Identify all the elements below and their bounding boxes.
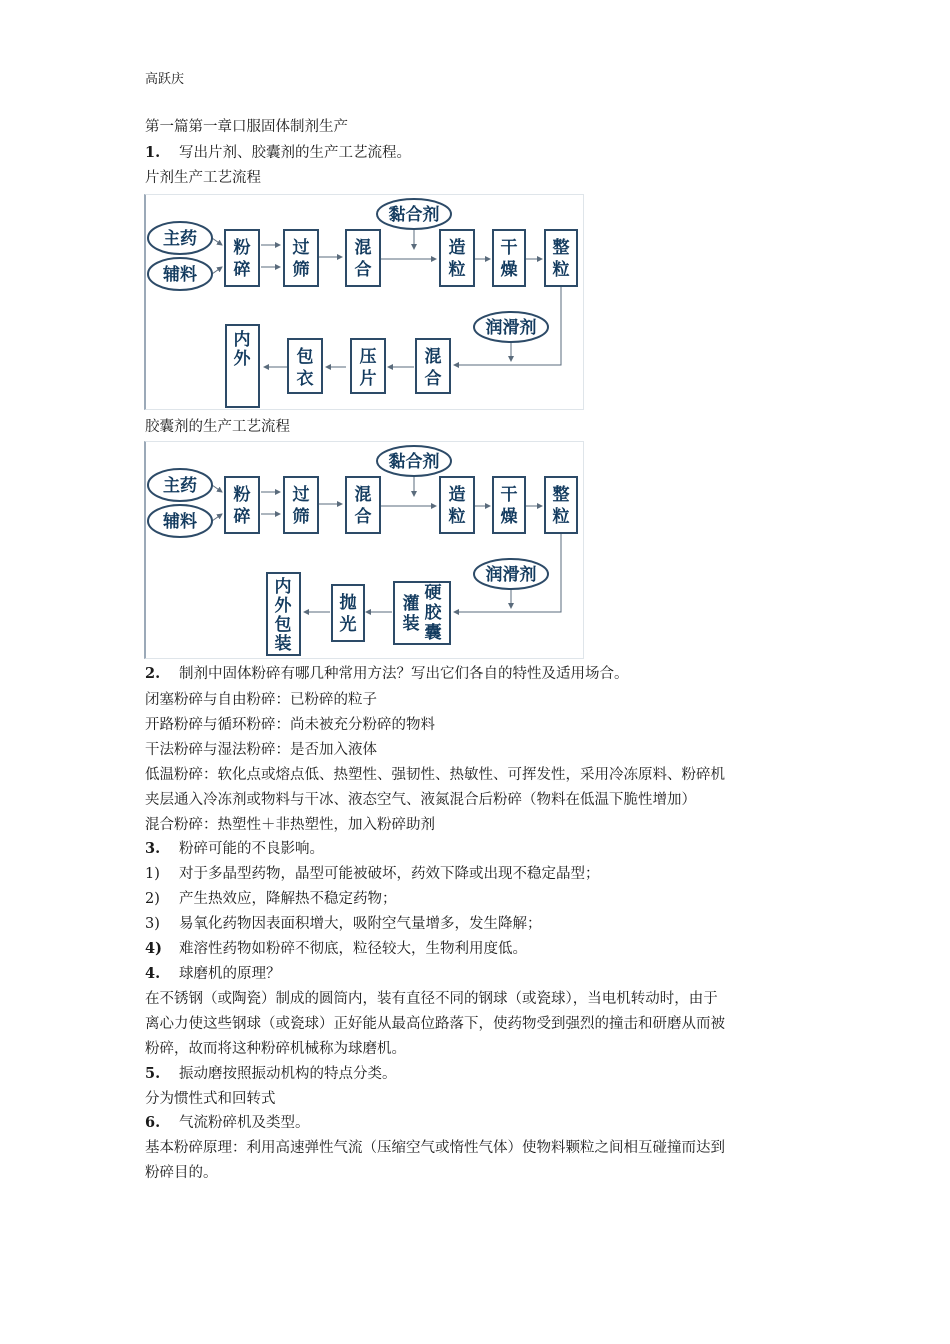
list-item: [145, 939, 527, 959]
answer-line: 离心力使这些钢球（或瓷球）正好能从最高位路落下，使药物受到强烈的撞击和研磨从而被: [145, 1016, 725, 1032]
box-char: 合: [354, 260, 372, 280]
oval-label: 主药: [163, 476, 197, 496]
step-compression: [351, 339, 385, 393]
step-sizing: [545, 230, 577, 286]
list-number: 1): [145, 866, 160, 882]
step-sizing: [545, 477, 577, 533]
step-granulation: [440, 477, 474, 533]
question-text: 制剂中固体粉碎有哪几种常用方法？写出它们各自的特性及适用场合。: [179, 666, 629, 682]
question-2: [145, 664, 629, 684]
box-char: 干: [500, 238, 518, 258]
answer-line: 夹层通入冷冻剂或物料与干冰、液态空气、液氮混合后粉碎（物料在低温下脆性增加）: [145, 792, 696, 808]
input-excipient: [148, 258, 212, 290]
box-char: 混: [354, 238, 372, 258]
question-number: 6.: [145, 1114, 161, 1131]
step-polishing: [332, 585, 364, 641]
list-item: [145, 864, 600, 884]
box-char: 光: [339, 615, 357, 635]
question-number: 4.: [145, 965, 161, 982]
capsule-process-diagram: [144, 441, 584, 659]
answer-line: 闭塞粉碎与自由粉碎：已粉碎的粒子: [145, 692, 377, 708]
step-granulation: [440, 230, 474, 286]
question-text: 球磨机的原理？: [179, 966, 281, 982]
question-text: 气流粉碎机及类型。: [179, 1115, 310, 1131]
author-name: 高跃庆: [145, 72, 185, 87]
box-char: 装: [274, 634, 292, 654]
box-char: 胶: [424, 603, 442, 623]
input-excipient: [148, 505, 212, 537]
box-char: 粉: [233, 485, 251, 505]
oval-label: 主药: [163, 229, 197, 249]
box-char: 粉: [233, 238, 251, 258]
step-crushing: [225, 230, 259, 286]
answer-line: 基本粉碎原理：利用高速弹性气流（压缩空气或惰性气体）使物料颗粒之间相互碰撞而达到: [145, 1140, 725, 1156]
box-char: 造: [448, 485, 466, 505]
step-sieving: [284, 477, 318, 533]
box-char: 囊: [424, 623, 442, 643]
oval-label: 辅料: [163, 512, 197, 532]
box-char: 抛: [339, 593, 357, 613]
answer-line: 粉碎目的。: [145, 1165, 218, 1181]
lubricant-oval: [474, 312, 548, 342]
box-char: 粒: [448, 507, 466, 527]
box-char: 过: [292, 485, 310, 505]
question-text: 写出片剂、胶囊剂的生产工艺流程。: [179, 145, 411, 161]
input-main-drug: [148, 222, 212, 254]
list-number: 4): [145, 940, 162, 957]
box-char: 合: [354, 507, 372, 527]
answer-line: 分为惯性式和回转式: [145, 1091, 276, 1107]
box-char: 外: [233, 349, 251, 369]
input-main-drug: [148, 469, 212, 501]
step-capsule-filling: [394, 582, 450, 644]
question-1: [145, 143, 411, 163]
box-char: 压: [359, 347, 377, 367]
box-char: 装: [402, 614, 420, 634]
list-number: 3): [145, 916, 160, 932]
list-text: 难溶性药物如粉碎不彻底，粒径较大，生物利用度低。: [179, 941, 527, 957]
question-number: 1.: [145, 144, 161, 161]
tablet-process-diagram: [144, 194, 584, 410]
box-char: 内: [274, 577, 292, 597]
step-mixing: [346, 477, 380, 533]
list-text: 产生热效应，降解热不稳定药物；: [179, 891, 397, 907]
oval-label: 润滑剂: [485, 565, 537, 585]
box-char: 混: [354, 485, 372, 505]
box-char: 灌: [402, 594, 420, 614]
box-char: 粒: [448, 260, 466, 280]
oval-label: 润滑剂: [485, 318, 537, 338]
list-item: [145, 914, 542, 934]
list-number: 2): [145, 891, 160, 907]
oval-label: 辅料: [163, 265, 197, 285]
box-char: 合: [424, 369, 442, 389]
step-packaging: [267, 573, 300, 655]
capsule-flow-title: 胶囊剂的生产工艺流程: [145, 419, 290, 435]
answer-line: 开路粉碎与循环粉碎：尚未被充分粉碎的物料: [145, 717, 435, 733]
box-char: 包: [296, 347, 314, 367]
question-number: 2.: [145, 665, 161, 682]
box-char: 碎: [233, 260, 251, 280]
box-char: 干: [500, 485, 518, 505]
chapter-title: 第一篇第一章口服固体制剂生产: [145, 119, 348, 135]
list-text: 对于多晶型药物，晶型可能被破坏，药效下降或出现不稳定晶型；: [179, 866, 600, 882]
box-char: 燥: [500, 260, 518, 280]
step-sieving: [284, 230, 318, 286]
box-char: 整: [552, 238, 570, 258]
question-text: 振动磨按照振动机构的特点分类。: [179, 1066, 397, 1082]
box-char: 筛: [292, 507, 310, 527]
answer-line: 粉碎，故而将这种粉碎机械称为球磨机。: [145, 1041, 406, 1057]
question-4: [145, 964, 281, 984]
box-char: 粒: [552, 507, 570, 527]
question-6: [145, 1113, 310, 1133]
question-number: 5.: [145, 1065, 161, 1082]
step-drying: [493, 230, 525, 286]
question-text: 粉碎可能的不良影响。: [179, 841, 324, 857]
box-char: 燥: [500, 507, 518, 527]
box-char: 包: [274, 615, 292, 635]
box-char: 筛: [292, 260, 310, 280]
answer-line: 低温粉碎：软化点或熔点低、热塑性、强韧性、热敏性、可挥发性，采用冷冻原料、粉碎机: [145, 767, 725, 783]
box-char: 外: [274, 596, 292, 616]
tablet-flow-title: 片剂生产工艺流程: [145, 170, 261, 186]
box-char: 过: [292, 238, 310, 258]
answer-line: 干法粉碎与湿法粉碎：是否加入液体: [145, 742, 377, 758]
answer-line: 在不锈钢（或陶瓷）制成的圆筒内，装有直径不同的钢球（或瓷球），当电机转动时，由于: [145, 991, 718, 1007]
step-coating: [288, 339, 322, 393]
box-char: 衣: [296, 369, 314, 389]
oval-label: 黏合剂: [388, 452, 440, 472]
step-mixing-2: [416, 339, 450, 393]
lubricant-oval: [474, 559, 548, 589]
step-mixing: [346, 230, 380, 286]
box-char: 碎: [233, 507, 251, 527]
box-char: 造: [448, 238, 466, 258]
box-char: 片: [359, 369, 377, 389]
box-char: 内: [233, 330, 251, 350]
list-item: [145, 889, 397, 909]
box-char: 混: [424, 347, 442, 367]
question-3: [145, 839, 324, 859]
box-char: 硬: [424, 583, 442, 603]
step-drying: [493, 477, 525, 533]
oval-label: 黏合剂: [388, 205, 440, 225]
box-char: 粒: [552, 260, 570, 280]
answer-line: 混合粉碎：热塑性＋非热塑性，加入粉碎助剂: [145, 817, 435, 833]
question-number: 3.: [145, 840, 161, 857]
binder-oval: [377, 446, 451, 476]
box-char: 整: [552, 485, 570, 505]
question-5: [145, 1064, 397, 1084]
list-text: 易氧化药物因表面积增大，吸附空气量增多，发生降解；: [179, 916, 542, 932]
binder-oval: [377, 199, 451, 229]
step-crushing: [225, 477, 259, 533]
step-packaging: [226, 325, 259, 407]
